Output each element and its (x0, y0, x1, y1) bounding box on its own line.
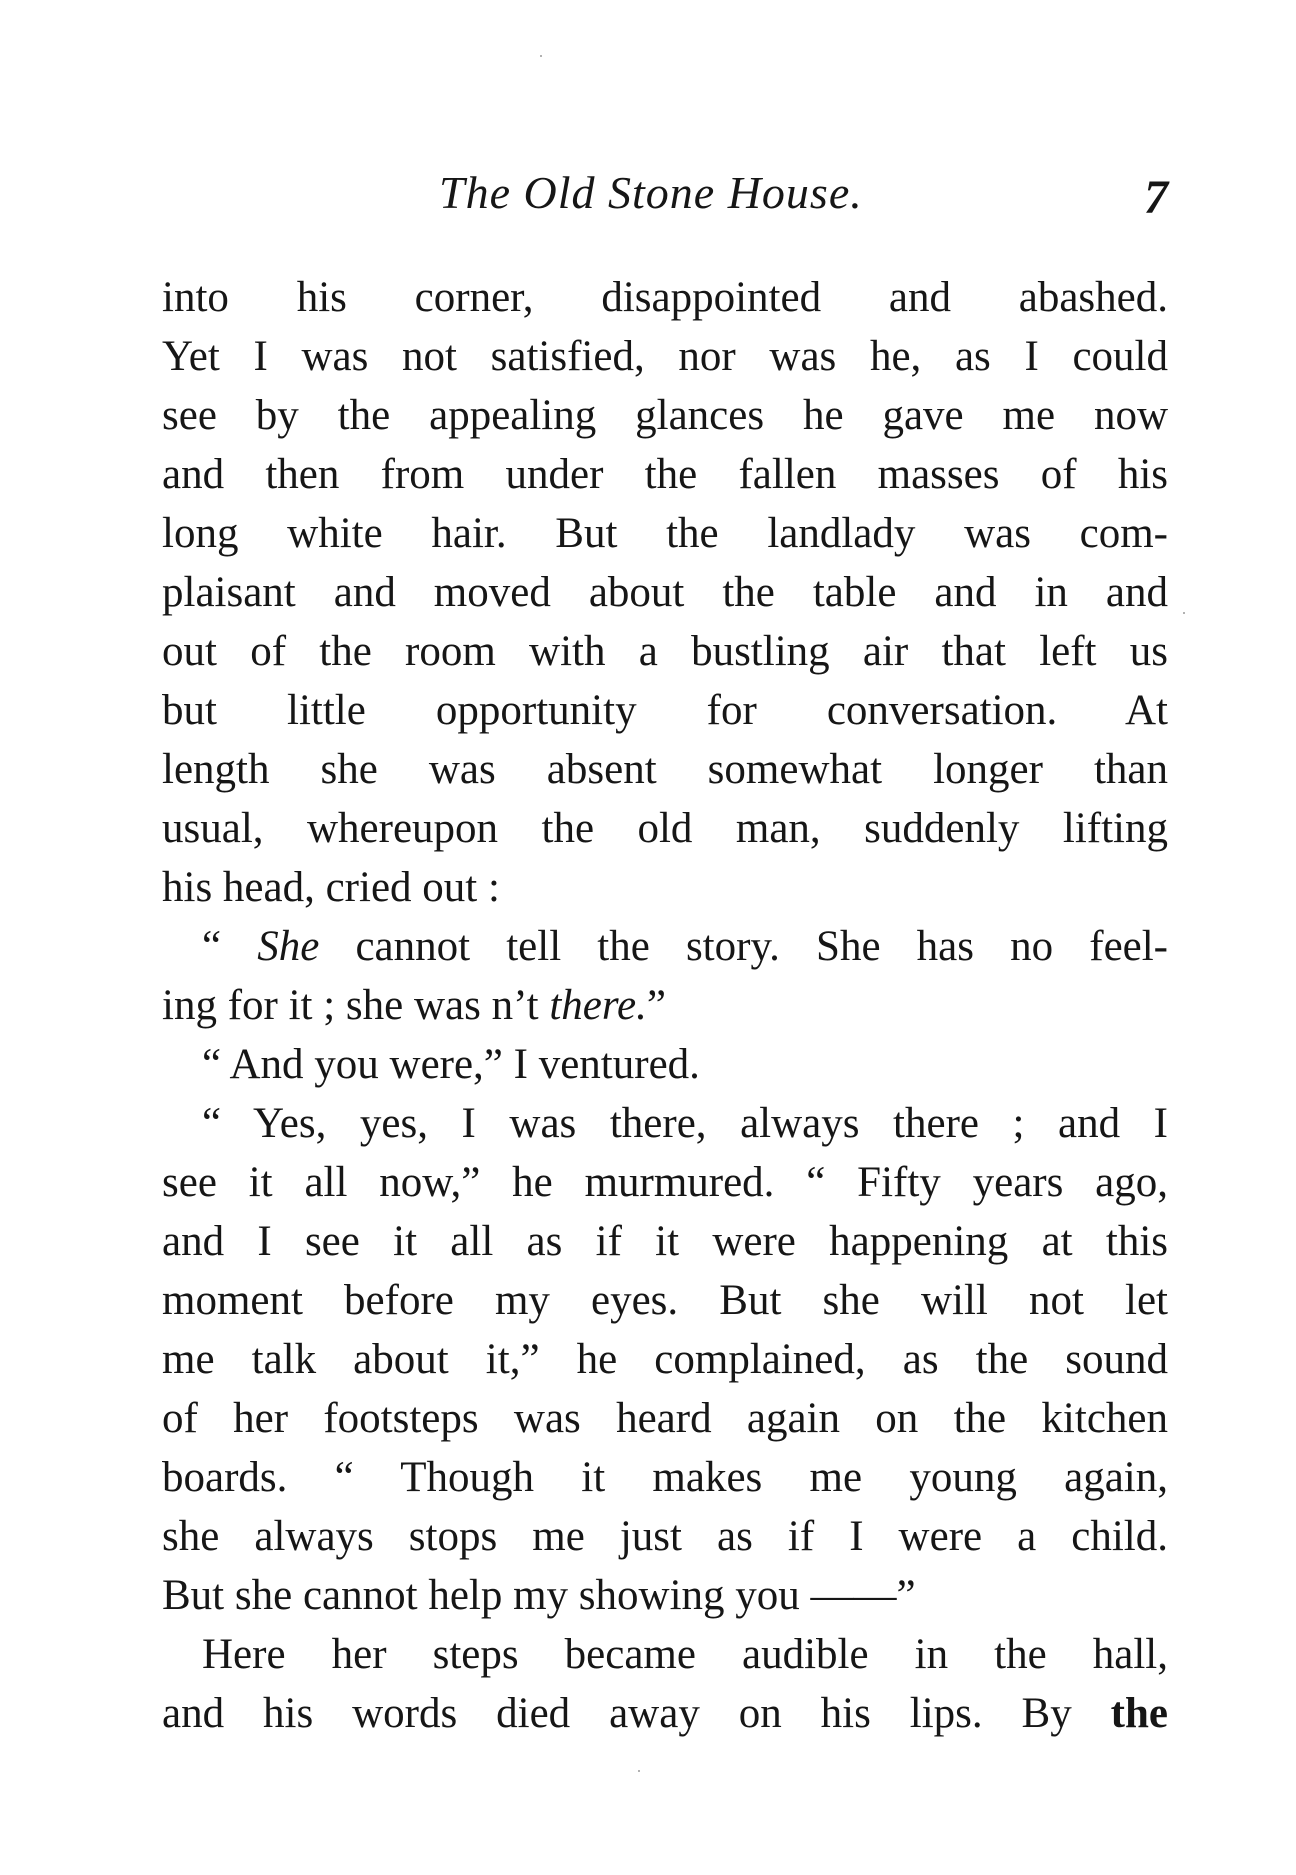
text-line: plaisant and moved about the table and in and (162, 569, 1168, 616)
page-header (162, 166, 1168, 230)
text-segment: ” (646, 982, 666, 1029)
text-line: length she was absent somewhat longer than (162, 746, 1168, 793)
text-line: but little opportunity for conversation. At (162, 687, 1168, 734)
text-segment: cannot tell the story. She has no feel- (319, 923, 1169, 970)
text-segment: ing for it ; she was n’t (162, 982, 550, 1029)
text-line: usual, whereupon the old man, suddenly lifting (162, 805, 1168, 852)
running-title: The Old Stone House. (439, 167, 863, 218)
text-line: and then from under the fallen masses of his (162, 451, 1168, 498)
emphasis-text: there. (549, 982, 647, 1029)
emphasis-text: She (257, 923, 320, 970)
text-line: she always stops me just as if I were a child. (162, 1513, 1168, 1560)
text-line (162, 917, 1168, 976)
text-line: out of the room with a bustling air that left us (162, 628, 1168, 675)
page-number: 7 (1144, 171, 1168, 224)
text-line: Yet I was not satisfied, nor was he, as I could (162, 333, 1168, 380)
text-line: of her footsteps was heard again on the kitchen (162, 1395, 1168, 1442)
text-line: see it all now,” he murmured. “ Fifty years ago, (162, 1159, 1168, 1206)
text-line: me talk about it,” he complained, as the sound (162, 1336, 1168, 1383)
paper-speck (540, 55, 542, 57)
paper-speck (638, 1770, 640, 1772)
bold-text: the (1110, 1690, 1168, 1737)
text-segment: and his words died away on his lips. By (162, 1690, 1111, 1737)
text-line: Here her steps became audible in the hall, (202, 1631, 1168, 1678)
text-line (162, 976, 1168, 1035)
text-line: and I see it all as if it were happening at this (162, 1218, 1168, 1265)
text-line: see by the appealing glances he gave me now (162, 392, 1168, 439)
text-line: long white hair. But the landlady was com- (162, 510, 1168, 557)
text-line: boards. “ Though it makes me young again, (162, 1454, 1168, 1501)
page-body-text (162, 268, 1168, 1743)
text-line (162, 1684, 1168, 1743)
text-line: into his corner, disappointed and abashed. (162, 274, 1168, 321)
text-line: moment before my eyes. But she will not let (162, 1277, 1168, 1324)
text-line: “ Yes, yes, I was there, always there ; and I (202, 1100, 1168, 1147)
text-line: his head, cried out : (162, 864, 500, 911)
text-line: But she cannot help my showing you ——” (162, 1572, 916, 1619)
text-segment: “ (202, 923, 258, 970)
paper-speck (1183, 612, 1185, 614)
text-line: “ And you were,” I ventured. (202, 1041, 700, 1088)
